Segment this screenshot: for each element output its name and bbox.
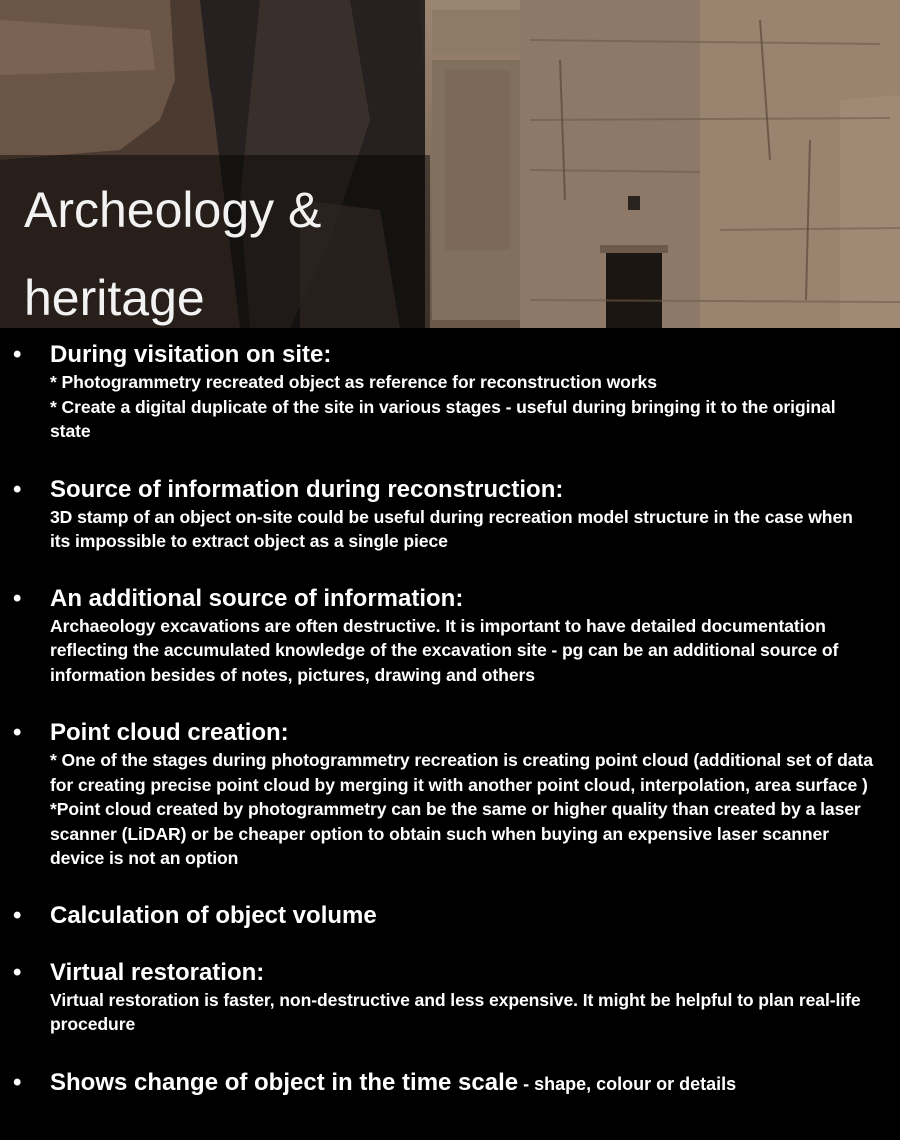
list-item-additional-source: [0, 584, 900, 688]
bullet-icon: •: [13, 1068, 22, 1096]
item-heading-suffix: - shape, colour or details: [518, 1073, 737, 1094]
bullet-icon: •: [13, 719, 22, 746]
item-text: * Create a digital duplicate of the site in various stages - useful during bringing it to the original state: [50, 396, 836, 441]
item-heading: Virtual restoration:: [50, 958, 265, 986]
list-item-volume: [0, 901, 900, 931]
item-text: * One of the stages during photogrammetry recreation is creating point cloud (additional set of data for creating precise point cloud by merging it with another point cloud, interpolation, area surface ): [50, 750, 873, 795]
list-item-reconstruction: [0, 475, 900, 554]
list-item-virtual-restoration: [0, 958, 900, 1037]
item-heading: [50, 1068, 874, 1099]
bullet-icon: •: [13, 901, 22, 929]
item-heading: Source of information during reconstruction:: [50, 475, 564, 503]
bullet-icon: •: [13, 341, 22, 368]
bullet-list: [0, 340, 900, 1099]
item-heading: Calculation of object volume: [50, 901, 377, 929]
page-title: [24, 166, 424, 328]
title-line-1: Archeology &: [24, 182, 322, 238]
bullet-icon: •: [13, 958, 22, 986]
item-text: * Photogrammetry recreated object as reference for reconstruction works: [50, 372, 657, 392]
item-heading: Point cloud creation:: [50, 719, 289, 746]
item-text: Virtual restoration is faster, non-destructive and less expensive. It might be helpful to plan real-life procedure: [50, 989, 861, 1034]
item-text: 3D stamp of an object on-site could be useful during recreation model structure in the case when its impossible to extract object as a single piece: [50, 506, 853, 551]
item-heading: During visitation on site:: [50, 341, 332, 368]
item-heading-text: Shows change of object in the time scale: [50, 1068, 519, 1096]
bullet-icon: •: [13, 475, 22, 503]
item-text: Archaeology excavations are often destructive. It is important to have detailed documentation reflecting the accumulated knowledge of the excavation site - pg can be an additional source of information besides of notes, pictures, drawing and others: [50, 615, 839, 685]
bullet-icon: •: [13, 584, 22, 612]
item-heading: An additional source of information:: [50, 584, 464, 612]
list-item-point-cloud: [0, 718, 900, 871]
item-text: *Point cloud created by photogrammetry can be the same or higher quality than created by a laser scanner (LiDAR) or be cheaper option to obtain such when buying an expensive laser scanner device is not an option: [50, 799, 861, 868]
list-item-time-scale: [0, 1068, 900, 1099]
list-item-visitation: [0, 340, 900, 444]
header-image: [0, 0, 900, 328]
title-line-2: heritage: [24, 270, 205, 326]
